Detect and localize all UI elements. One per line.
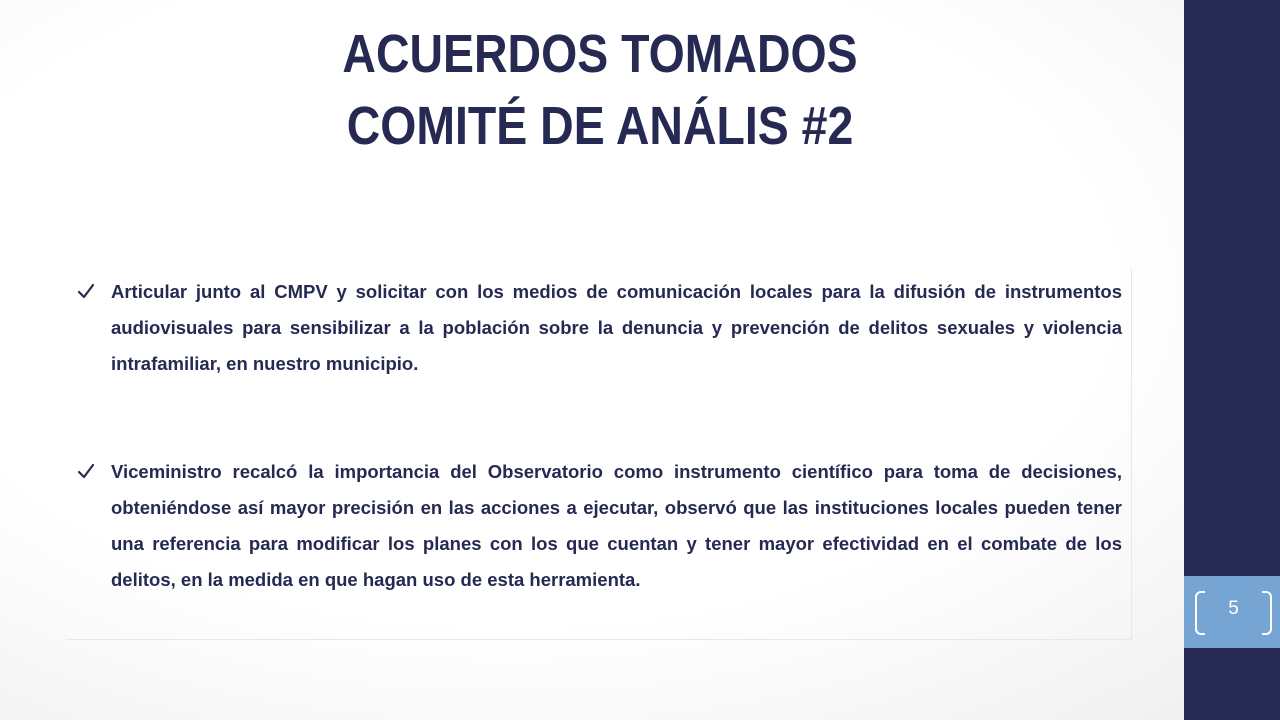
bullet-text: Articular junto al CMPV y solicitar con los medios de comunicación locales para la difusión de instrumentos audiovisuales para sensibilizar a la población sobre la denuncia y prevención de delitos sexuales y violencia intrafamiliar, en nuestro municipio.	[111, 281, 1122, 374]
bullet-text: Viceministro recalcó la importancia del Observatorio como instrumento científico para toma de decisiones, obteniéndose así mayor precisión en las acciones a ejecutar, observó que las instituciones locales pueden tener una referencia para modificar los planes con los que cuentan y tener mayor efectividad en el combate de los delitos, en la medida en que hagan uso de esta herramienta.	[111, 461, 1122, 590]
checkmark-icon	[76, 281, 96, 301]
title-line-2: COMITÉ DE ANÁLIS #2	[346, 96, 854, 156]
slide-title	[256, 18, 944, 162]
bullet-item	[66, 454, 1122, 598]
bullet-item	[66, 274, 1122, 382]
title-line-1: ACUERDOS TOMADOS	[342, 24, 858, 84]
checkmark-icon	[76, 461, 96, 481]
right-bracket-icon	[1262, 591, 1272, 635]
page-number: 5	[1228, 598, 1239, 619]
left-bracket-icon	[1195, 591, 1205, 635]
content-box	[66, 268, 1132, 640]
